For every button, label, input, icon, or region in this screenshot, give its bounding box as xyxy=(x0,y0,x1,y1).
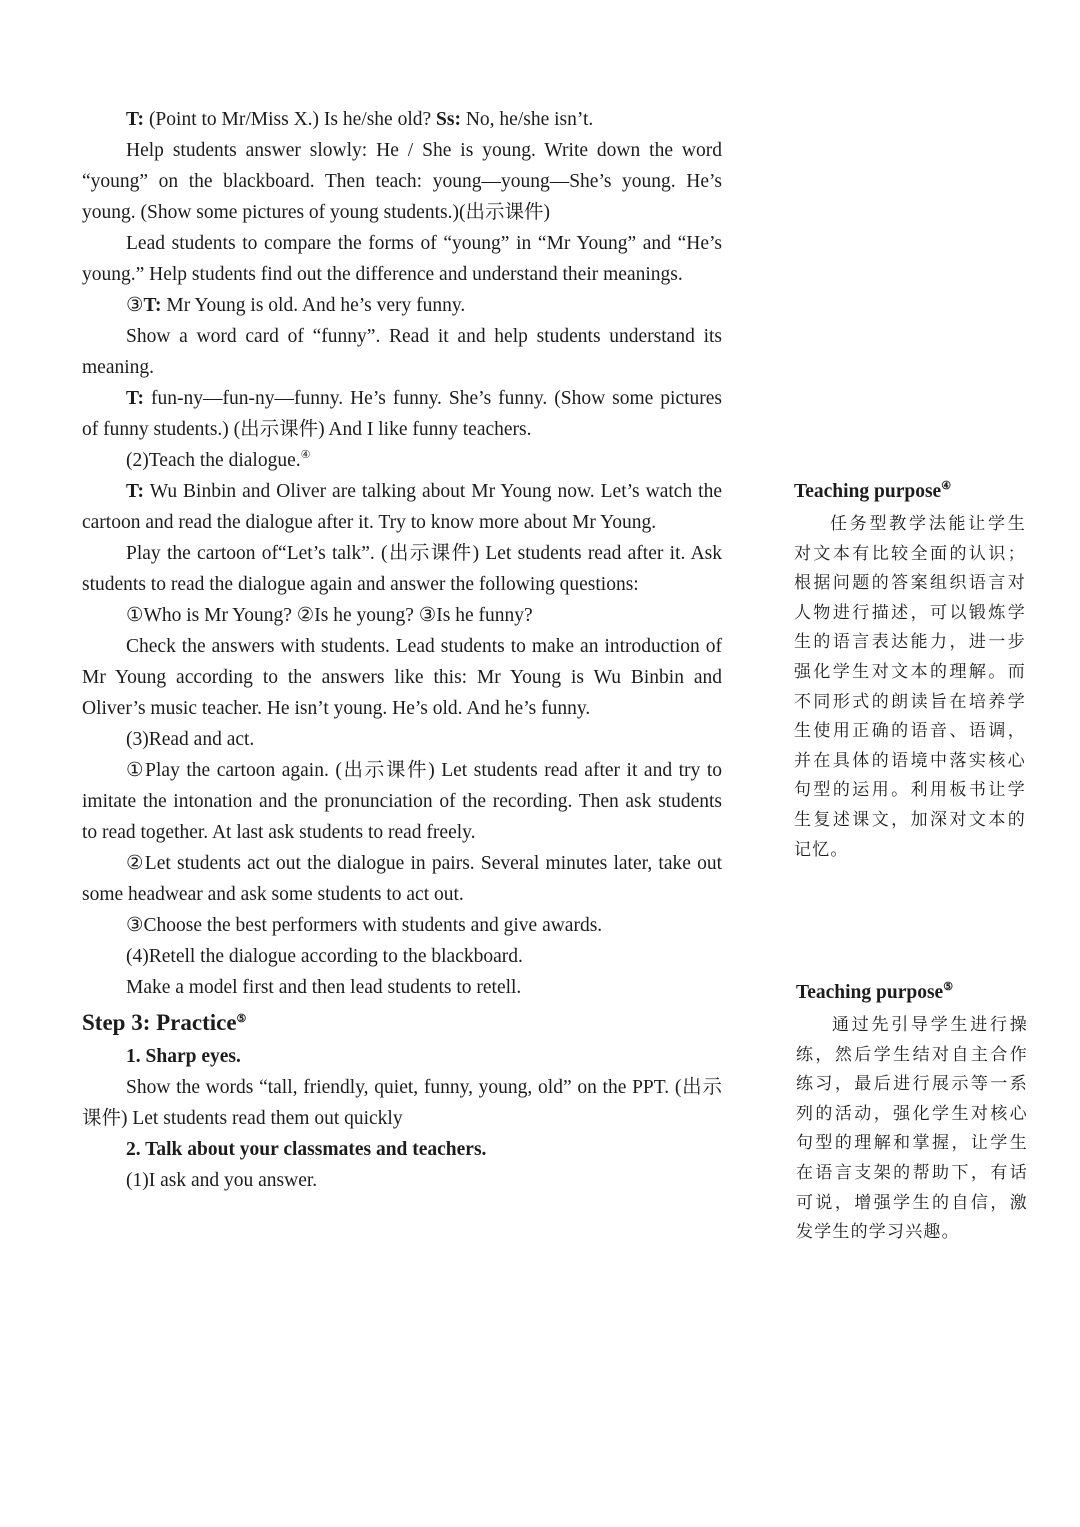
paragraph: ①Play the cartoon again. (出示课件) Let students read after it and try to imitate the intonation and the pronunciation of the recording. Then ask students to read together. At last ask students to read freely. xyxy=(82,760,722,843)
line-text: (Point to Mr/Miss X.) Is he/she old? xyxy=(144,109,437,130)
line-text: Mr Young is old. And he’s very funny. xyxy=(161,295,466,316)
dialogue-line xyxy=(82,290,722,321)
question-list: ①Who is Mr Young? ②Is he young? ③Is he funny? xyxy=(126,605,533,626)
teaching-purpose-note xyxy=(796,978,1028,1247)
dialogue-line xyxy=(82,476,722,538)
footnote-marker: ④ xyxy=(941,479,952,492)
paragraph: Show the words “tall, friendly, quiet, funny, young, old” on the PPT. (出示课件) Let students read them out quickly xyxy=(82,1077,722,1129)
speaker-teacher: T: xyxy=(126,481,145,502)
line-text: fun-ny—fun-ny—funny. He’s funny. She’s funny. (Show some pictures of funny students.) (出示课件) And I like funny teachers. xyxy=(82,388,722,440)
step-title: Step 3: Practice xyxy=(82,1010,237,1035)
heading-text: (2)Teach the dialogue. xyxy=(126,450,301,471)
dialogue-line xyxy=(82,383,722,445)
footnote-marker: ④ xyxy=(300,448,311,461)
section-heading: (4)Retell the dialogue according to the blackboard. xyxy=(126,946,523,967)
line-text: Wu Binbin and Oliver are talking about Mr Young now. Let’s watch the cartoon and read the dialogue after it. Try to know more about Mr Young. xyxy=(82,481,722,533)
subheading: 1. Sharp eyes. xyxy=(126,1046,241,1067)
paragraph: (1)I ask and you answer. xyxy=(126,1170,318,1191)
paragraph: Play the cartoon of“Let’s talk”. (出示课件) Let students read after it. Ask students to read the dialogue again and answer the following questions: xyxy=(82,543,722,595)
note-title xyxy=(796,978,1028,1008)
line-text: No, he/she isn’t. xyxy=(460,109,594,130)
note-text: 任务型教学法能让学生对文本有比较全面的认识；根据问题的答案组织语言对人物进行描述，可以锻炼学生的语言表达能力，进一步强化学生对文本的理解。而不同形式的朗读旨在培养学生使用正确的语音、语调，并在具体的语境中落实核心句型的运用。利用板书让学生复述课文，加深对文本的记忆。 xyxy=(794,514,1026,859)
main-column xyxy=(82,104,722,1196)
paragraph: ②Let students act out the dialogue in pairs. Several minutes later, take out some headwear and ask some students to act out. xyxy=(82,853,722,905)
paragraph: Lead students to compare the forms of “young” in “Mr Young” and “He’s young.” Help students find out the difference and understand their meanings. xyxy=(82,233,722,285)
paragraph: Show a word card of “funny”. Read it and help students understand its meaning. xyxy=(82,326,722,378)
note-title-text: Teaching purpose xyxy=(794,481,942,502)
paragraph: Make a model first and then lead students to retell. xyxy=(126,977,522,998)
subheading: 2. Talk about your classmates and teachers. xyxy=(126,1139,487,1160)
speaker-teacher: T: xyxy=(126,388,145,409)
section-heading: (3)Read and act. xyxy=(126,729,255,750)
note-text: 通过先引导学生进行操练，然后学生结对自主合作练习，最后进行展示等一系列的活动，强化学生对核心句型的理解和掌握，让学生在语言支架的帮助下，有话可说，增强学生的自信，激发学生的学习兴趣。 xyxy=(796,1015,1028,1242)
paragraph: ③Choose the best performers with students and give awards. xyxy=(126,915,603,936)
footnote-marker: ⑤ xyxy=(943,980,954,993)
speaker-teacher: T: xyxy=(143,295,162,316)
note-title xyxy=(794,477,1026,507)
section-heading xyxy=(82,445,722,476)
teaching-purpose-note xyxy=(794,477,1026,864)
speaker-students: Ss: xyxy=(436,109,461,130)
number-marker: ③ xyxy=(126,295,144,316)
footnote-marker: ⑤ xyxy=(236,1012,247,1025)
paragraph: Help students answer slowly: He / She is young. Write down the word “young” on the blackboard. Then teach: young—young—She’s young. He’s young. (Show some pictures of young students.)(出示课件) xyxy=(82,140,722,223)
step-heading xyxy=(82,1005,722,1041)
dialogue-line xyxy=(82,104,722,135)
note-title-text: Teaching purpose xyxy=(796,982,944,1003)
paragraph: Check the answers with students. Lead students to make an introduction of Mr Young according to the answers like this: Mr Young is Wu Binbin and Oliver’s music teacher. He isn’t young. He’s old. And he’s funny. xyxy=(82,636,722,719)
speaker-teacher: T: xyxy=(126,109,145,130)
